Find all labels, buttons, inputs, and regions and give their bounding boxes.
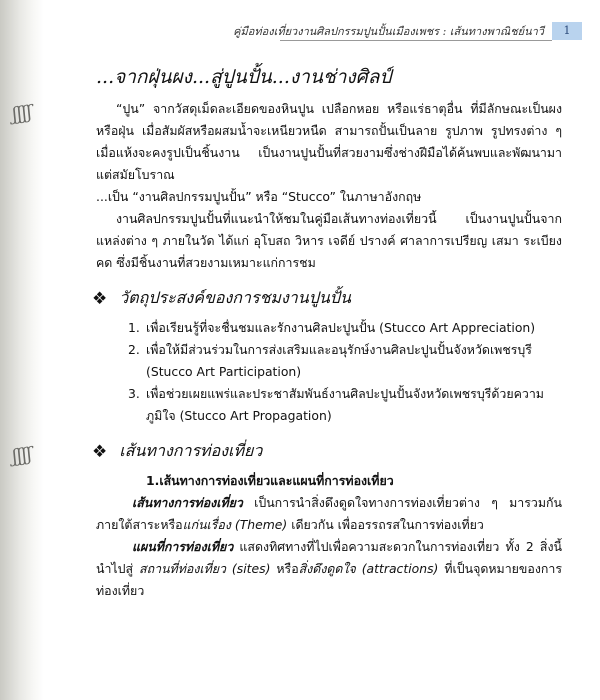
map-term: แผนที่การท่องเที่ยว — [132, 539, 234, 554]
route-text-b: เดียวกัน เพื่ออรรถรสในการท่องเที่ยว — [287, 517, 484, 532]
objectives-heading — [92, 286, 562, 311]
margin-ornament-bottom: ʃʃʃʃ — [10, 443, 34, 468]
list-item-text: เพื่อช่วยเผยแพร่และประชาสัมพันธ์งานศิลปะปูนปั้นจังหวัดเพชรบุรีด้วยความภูมิใจ (Stucco Art Propagation) — [146, 386, 544, 423]
route-definition — [96, 492, 562, 536]
list-item — [128, 339, 562, 383]
route-term: เส้นทางการท่องเที่ยว — [132, 495, 243, 510]
list-item — [128, 317, 562, 339]
intro-paragraph-2: ...เป็น “งานศิลปกรรมปูนปั้น” หรือ “Stucco” ในภาษาอังกฤษ — [96, 189, 422, 204]
sites-term: สถานที่ท่องเที่ยว (sites) — [139, 561, 271, 576]
book-title: คู่มือท่องเที่ยวงานศิลปกรรมปูนปั้นเมืองเพชร : เส้นทางพาณิชย์นาวี — [233, 25, 544, 38]
map-text-c: ที่เป็นจุดหมายของการท่องเที่ยว — [96, 561, 563, 598]
objectives-list — [96, 317, 562, 427]
objectives-heading-text: วัตถุประสงค์ของการชมงานปูนปั้น — [119, 288, 351, 307]
route-text-a: เป็นการนำสิ่งดึงดูดใจทางการท่องเที่ยวต่าง ๆ มารวมกันภายใต้สาระหรือ — [96, 495, 562, 532]
routes-subheading: 1.เส้นทางการท่องเที่ยวและแผนที่การท่องเที่ยว — [146, 473, 394, 488]
routes-heading — [92, 439, 562, 464]
diamond-bullet-icon: ❖ — [92, 441, 108, 462]
header-rule — [280, 40, 552, 41]
map-definition — [96, 536, 562, 602]
list-item-number: 1. — [128, 320, 140, 335]
list-item-text: เพื่อให้มีส่วนร่วมในการส่งเสริมและอนุรักษ์งานศิลปะปูนปั้นจังหวัดเพชรบุรี (Stucco Art Participation) — [146, 342, 532, 379]
margin-ornament-top: ʃʃʃʃ — [10, 101, 34, 126]
list-item-text: เพื่อเรียนรู้ที่จะชื่นชมและรักงานศิลปะปูนปั้น (Stucco Art Appreciation) — [146, 320, 536, 335]
route-theme-term: แก่นเรื่อง (Theme) — [182, 517, 288, 532]
list-item — [128, 383, 562, 427]
map-text-a: แสดงทิศทางที่ไปเพื่อความสะดวกในการท่องเที่ยว ทั้ง 2 สิ่งนี้นำไปสู่ — [96, 539, 562, 576]
intro-paragraph-3: งานศิลปกรรมปูนปั้นที่แนะนำให้ชมในคู่มือเส้นทางท่องเที่ยวนี้ เป็นงานปูนปั้นจากแหล่งต่าง ๆ ภายในวัด ได้แก่ อุโบสถ วิหาร เจดีย์ ปรางค์ ศาลาการเปรียญ เสมา ระเบียงคด ซึ่งมีชิ้นงานที่สวยงามเหมาะแก่การชม — [96, 211, 562, 270]
page-content — [92, 52, 563, 602]
intro-title: ...จากฝุ่นผง...สู่ปูนปั้น...งานช่างศิลป์ — [96, 66, 392, 88]
intro-paragraph-1: “ปูน” จากวัสดุเม็ดละเอียดของหินปูน เปลือกหอย หรือแร่ธาตุอื่น ที่มีลักษณะเป็นผงหรือฝุ่น เมื่อสัมผัสหรือผสมน้ำจะเหนียวหนืด สามารถปั้นเป็นลาย รูปภาพ รูปทรงต่าง ๆ เมื่อแห้งจะคงรูปเป็นชิ้นงาน เป็นงานปูนปั้นที่สวยงามซึ่งช่างฝีมือได้ค้นพบและพัฒนามาแต่สมัยโบราณ — [96, 101, 562, 182]
running-header — [233, 20, 582, 42]
attractions-term: สิ่งดึงดูดใจ (attractions) — [298, 561, 439, 576]
routes-heading-text: เส้นทางการท่องเที่ยว — [119, 441, 263, 460]
list-item-number: 2. — [128, 342, 140, 357]
diamond-bullet-icon: ❖ — [92, 288, 108, 309]
list-item-number: 3. — [128, 386, 140, 401]
map-text-b: หรือ — [270, 561, 299, 576]
page-number: 1 — [552, 22, 582, 40]
